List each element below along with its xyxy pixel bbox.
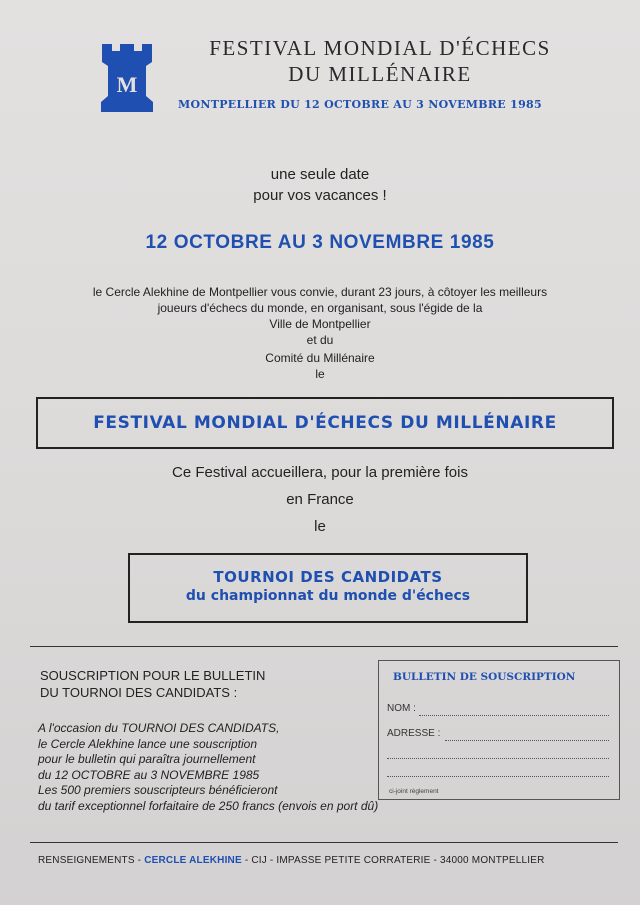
subscription-text-line4: du 12 OCTOBRE au 3 NOVEMBRE 1985	[38, 767, 260, 782]
subscription-text-line6: du tarif exceptionnel forfaitaire de 250 francs (envois en port dû)	[38, 798, 379, 813]
intro-line6: le	[315, 367, 325, 381]
divider-bottom	[30, 842, 618, 843]
intro-line5: Comité du Millénaire	[265, 351, 375, 365]
subscription-text-line1: A l'occasion du TOURNOI DES CANDIDATS,	[38, 721, 280, 735]
footer	[38, 855, 545, 866]
divider-top	[30, 646, 618, 647]
header-subtitle: MONTPELLIER DU 12 OCTOBRE AU 3 NOVEMBRE 1985	[178, 98, 542, 111]
address-field-line2[interactable]	[387, 758, 609, 759]
form-title: BULLETIN DE SOUSCRIPTION	[393, 671, 576, 683]
subscription-text	[38, 721, 378, 814]
middle-line3: le	[314, 518, 326, 535]
logo-letter: M	[116, 72, 138, 97]
middle-line2: en France	[286, 491, 354, 508]
form-note: ci-joint règlement	[389, 788, 439, 795]
subscription-heading	[40, 667, 265, 701]
subscription-heading-line2: DU TOURNOI DES CANDIDATS :	[40, 685, 238, 700]
big-date: 12 OCTOBRE AU 3 NOVEMBRE 1985	[145, 232, 495, 253]
name-label: NOM :	[387, 703, 416, 714]
address-field-line3[interactable]	[387, 776, 609, 777]
lead-line2: pour vos vacances !	[253, 187, 387, 204]
address-label: ADRESSE :	[387, 728, 441, 739]
intro-line4: et du	[306, 333, 334, 347]
intro-line2: joueurs d'échecs du monde, en organisant, sous l'égide de la	[157, 301, 483, 315]
address-field-line1[interactable]	[445, 740, 609, 741]
footer-address: - CIJ - IMPASSE PETITE CORRATERIE - 34000 MONTPELLIER	[244, 855, 545, 866]
festival-title: FESTIVAL MONDIAL D'ÉCHECS DU MILLÉNAIRE	[93, 413, 557, 433]
intro-line3: Ville de Montpellier	[269, 317, 371, 331]
subscription-form	[378, 660, 620, 800]
subscription-text-line3: pour le bulletin qui paraîtra journellement	[38, 752, 256, 766]
header-title-line1: FESTIVAL MONDIAL D'ÉCHECS	[209, 36, 551, 60]
subscription-text-line2: le Cercle Alekhine lance une souscription	[38, 736, 258, 751]
middle-line1: Ce Festival accueillera, pour la première fois	[172, 464, 468, 481]
name-field[interactable]	[419, 715, 609, 716]
subscription-heading-line1: SOUSCRIPTION POUR LE BULLETIN	[40, 668, 266, 683]
header-title-line2: DU MILLÉNAIRE	[288, 62, 472, 86]
footer-label: RENSEIGNEMENTS -	[38, 855, 142, 866]
candidates-subtitle: du championnat du monde d'échecs	[185, 588, 471, 604]
intro-line1: le Cercle Alekhine de Montpellier vous convie, durant 23 jours, à côtoyer les meilleurs	[92, 285, 548, 299]
lead-line1: une seule date	[270, 166, 370, 183]
subscription-text-line5: Les 500 premiers souscripteurs bénéficieront	[38, 783, 278, 797]
festival-title-box	[36, 397, 614, 449]
candidates-title: TOURNOI DES CANDIDATS	[213, 568, 443, 586]
candidates-box	[128, 553, 528, 623]
footer-org: CERCLE ALEKHINE	[144, 855, 242, 866]
